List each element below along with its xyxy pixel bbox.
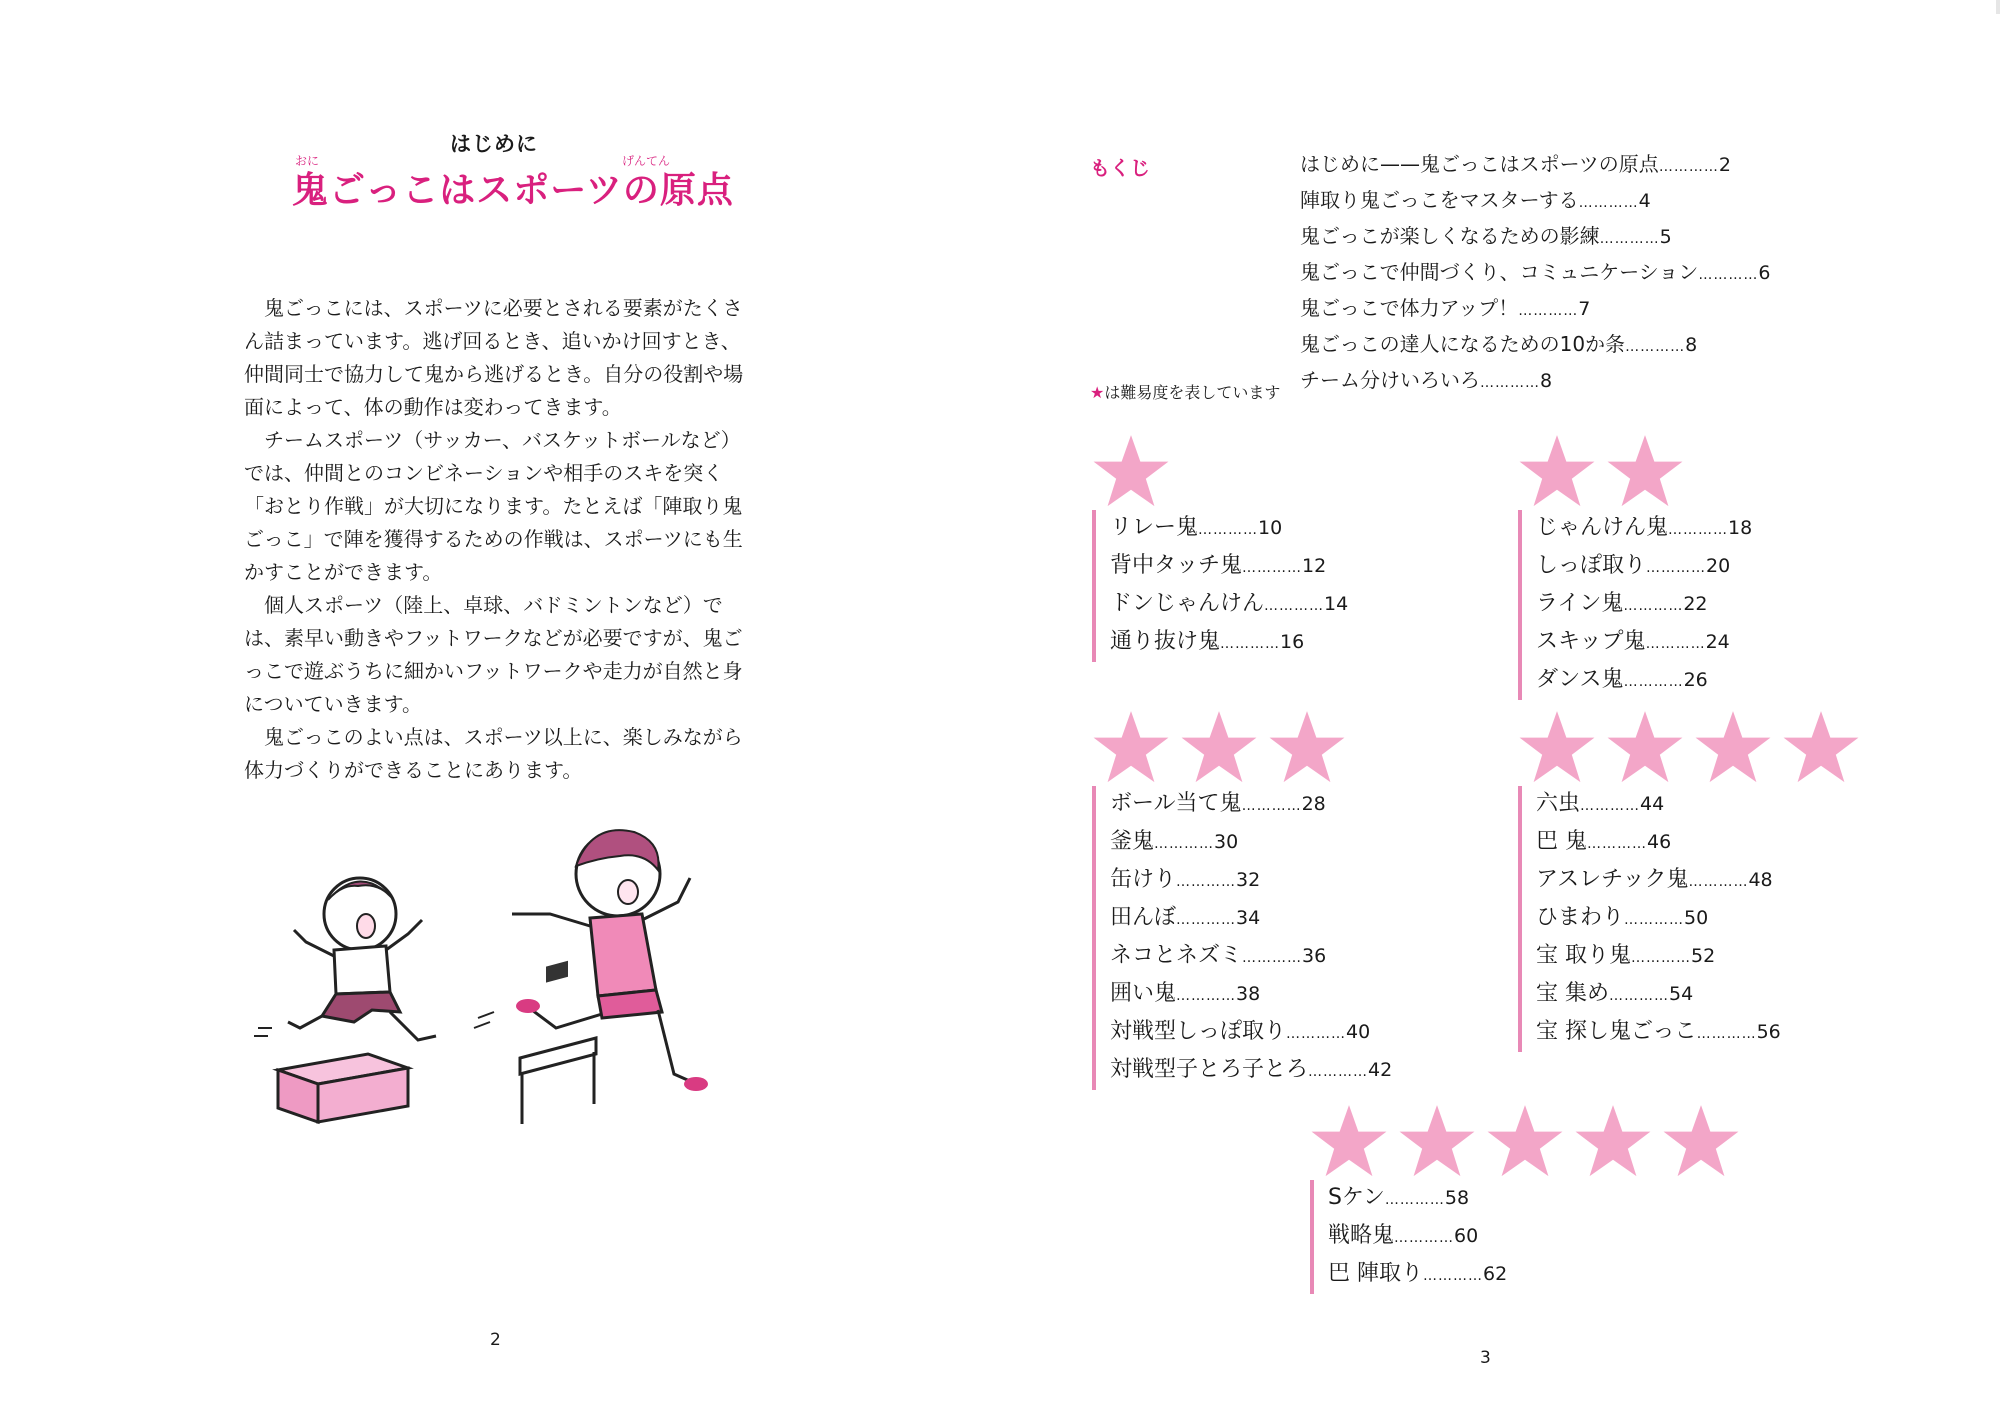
- game-title: ライン鬼: [1536, 591, 1624, 616]
- game-entry[interactable]: しっぽ取り…………20: [1536, 553, 1731, 578]
- difficulty-stars: [1092, 432, 1348, 510]
- game-page: 58: [1444, 1187, 1470, 1209]
- game-title: 宝 取り鬼: [1536, 943, 1631, 968]
- difficulty-stars: [1518, 708, 1860, 786]
- game-page: 22: [1683, 593, 1708, 615]
- difficulty-group-4: [1518, 708, 1860, 1052]
- game-page: 16: [1280, 631, 1305, 653]
- intro-body: [244, 292, 754, 787]
- game-entry[interactable]: 宝 取り鬼…………52: [1536, 943, 1716, 968]
- game-entry[interactable]: アスレチック鬼…………48: [1536, 867, 1773, 892]
- game-entry[interactable]: 対戦型子とろ子とろ…………42: [1110, 1057, 1393, 1082]
- toc-entry-title: 鬼ごっこで体力アップ！: [1300, 296, 1519, 320]
- game-title: 巴 鬼: [1536, 829, 1587, 854]
- game-entry[interactable]: 釜鬼…………30: [1110, 829, 1239, 854]
- game-page: 42: [1368, 1059, 1393, 1081]
- game-title: 対戦型しっぽ取り: [1110, 1019, 1287, 1044]
- game-entry[interactable]: リレー鬼…………10: [1110, 515, 1283, 540]
- star-icon: [1486, 1102, 1564, 1180]
- game-entry[interactable]: 缶けり…………32: [1110, 867, 1261, 892]
- toc-entry[interactable]: 鬼ごっこが楽しくなるための影練…………5: [1300, 224, 1672, 248]
- game-title: 囲い鬼: [1110, 981, 1177, 1006]
- paragraph: チームスポーツ（サッカー、バスケットボールなど）では、仲間とのコンビネーションや相手のスキを突く「おとり作戦」が大切になります。たとえば「陣取り鬼ごっこ」で陣を獲得するための作戦は、スポーツにも生かすことができます。: [244, 428, 743, 584]
- game-page: 24: [1705, 631, 1730, 653]
- star-icon: [1268, 708, 1346, 786]
- star-icon: [1092, 432, 1170, 510]
- difficulty-stars: [1092, 708, 1392, 786]
- toc-entry[interactable]: 陣取り鬼ごっこをマスターする…………4: [1300, 188, 1651, 212]
- game-entry[interactable]: 囲い鬼…………38: [1110, 981, 1261, 1006]
- toc-entry-title: チーム分けいろいろ: [1300, 368, 1480, 392]
- star-icon: [1398, 1102, 1476, 1180]
- game-page: 18: [1728, 517, 1753, 539]
- difficulty-group-1: [1092, 432, 1348, 662]
- star-icon: [1662, 1102, 1740, 1180]
- game-title: 背中タッチ鬼: [1110, 553, 1243, 578]
- paragraph: 鬼ごっこのよい点は、スポーツ以上に、楽しみながら体力づくりができることにあります。: [244, 725, 743, 782]
- game-entry[interactable]: ドンじゃんけん…………14: [1110, 591, 1349, 616]
- difficulty-group-2: [1518, 432, 1752, 700]
- game-entry[interactable]: 戦略鬼…………60: [1328, 1223, 1479, 1248]
- toc-entry-page: 5: [1659, 226, 1672, 248]
- difficulty-note: [1090, 380, 1280, 403]
- game-title: ひまわり: [1536, 905, 1625, 930]
- toc-entry[interactable]: 鬼ごっこで体力アップ！…………7: [1300, 296, 1591, 320]
- star-icon: [1518, 432, 1596, 510]
- paragraph: 鬼ごっこには、スポーツに必要とされる要素がたくさん詰まっています。逃げ回るとき、追いかけ回すとき、仲間同士で協力して鬼から逃げるとき。自分の役割や場面によって、体の動作は変わってきます。: [244, 296, 744, 419]
- game-title: アスレチック鬼: [1536, 867, 1689, 892]
- toc-entry-title: 陣取り鬼ごっこをマスターする: [1300, 188, 1579, 212]
- game-page: 14: [1324, 593, 1349, 615]
- star-icon: [1092, 708, 1170, 786]
- game-title: 戦略鬼: [1328, 1223, 1395, 1248]
- game-title: ボール当て鬼: [1110, 791, 1242, 816]
- game-entry[interactable]: ダンス鬼…………26: [1536, 667, 1708, 692]
- difficulty-group-5: [1310, 1102, 1740, 1294]
- running-children-illustration: [250, 822, 710, 1142]
- game-title: ネコとネズミ: [1110, 943, 1243, 968]
- game-entry[interactable]: スキップ鬼…………24: [1536, 629, 1730, 654]
- toc-entry-page: 7: [1578, 298, 1591, 320]
- star-icon: [1782, 708, 1860, 786]
- game-title: スキップ鬼: [1536, 629, 1646, 654]
- toc-heading: もくじ: [1090, 156, 1150, 180]
- game-page: 50: [1684, 907, 1709, 929]
- game-list: [1518, 510, 1752, 700]
- game-entry[interactable]: ライン鬼…………22: [1536, 591, 1708, 616]
- page-number-right: 3: [1480, 1348, 1491, 1368]
- toc-entry-page: 6: [1758, 262, 1771, 284]
- game-entry[interactable]: 田んぼ…………34: [1110, 905, 1261, 930]
- star-icon: [1518, 708, 1596, 786]
- game-page: 62: [1483, 1263, 1508, 1285]
- game-title: ドンじゃんけん: [1110, 591, 1265, 616]
- game-title: Sケン: [1328, 1185, 1385, 1210]
- game-list: [1092, 510, 1348, 662]
- page-edge: [1996, 0, 2000, 14]
- game-list: [1092, 786, 1392, 1090]
- game-title: 缶けり: [1110, 867, 1177, 892]
- title-ruby-genten: げんてん: [622, 154, 671, 168]
- toc-entry-page: 2: [1718, 154, 1731, 176]
- game-entry[interactable]: ボール当て鬼…………28: [1110, 791, 1326, 816]
- game-page: 36: [1302, 945, 1327, 967]
- difficulty-stars: [1518, 432, 1752, 510]
- game-page: 56: [1756, 1021, 1781, 1043]
- toc-entry[interactable]: 鬼ごっこで仲間づくり、コミュニケーション…………6: [1300, 260, 1771, 284]
- toc-entry-page: 8: [1685, 334, 1698, 356]
- game-page: 32: [1236, 869, 1261, 891]
- game-page: 44: [1640, 793, 1665, 815]
- game-list: [1310, 1180, 1740, 1294]
- toc-list: [1300, 148, 1771, 400]
- toc-entry[interactable]: 鬼ごっこの達人になるための10か条…………8: [1300, 332, 1698, 356]
- game-entry[interactable]: 宝 探し鬼ごっこ…………56: [1536, 1019, 1781, 1044]
- difficulty-note-text: は難易度を表しています: [1104, 383, 1281, 402]
- right-page: [1000, 0, 2000, 1408]
- toc-entry-title: はじめに——鬼ごっこはスポーツの原点: [1300, 152, 1659, 176]
- game-title: 対戦型子とろ子とろ: [1110, 1057, 1309, 1082]
- game-page: 38: [1236, 983, 1261, 1005]
- game-entry[interactable]: 対戦型しっぽ取り…………40: [1110, 1019, 1371, 1044]
- star-icon: [1606, 708, 1684, 786]
- game-page: 26: [1683, 669, 1708, 691]
- page-title: 鬼ごっこはスポーツの原点: [292, 170, 734, 211]
- game-title: 宝 集め: [1536, 981, 1609, 1006]
- game-title: じゃんけん鬼: [1536, 515, 1669, 540]
- game-entry[interactable]: ひまわり…………50: [1536, 905, 1709, 930]
- game-entry[interactable]: じゃんけん鬼…………18: [1536, 515, 1753, 540]
- game-page: 60: [1454, 1225, 1479, 1247]
- game-title: しっぽ取り: [1536, 553, 1647, 578]
- star-icon: [1694, 708, 1772, 786]
- game-title: 宝 探し鬼ごっこ: [1536, 1019, 1697, 1044]
- star-icon: [1180, 708, 1258, 786]
- toc-entry[interactable]: はじめに——鬼ごっこはスポーツの原点…………2: [1300, 152, 1731, 176]
- game-page: 12: [1302, 555, 1327, 577]
- toc-entry-page: 4: [1638, 190, 1651, 212]
- game-title: ダンス鬼: [1536, 667, 1624, 692]
- game-title: 六虫: [1536, 791, 1581, 816]
- toc-entry-page: 8: [1540, 370, 1553, 392]
- game-title: 釜鬼: [1110, 829, 1155, 854]
- toc-entry-title: 鬼ごっこが楽しくなるための影練: [1300, 224, 1600, 248]
- toc-entry-title: 鬼ごっこの達人になるための10か条: [1300, 332, 1626, 356]
- star-icon: [1606, 432, 1684, 510]
- game-entry[interactable]: 六虫…………44: [1536, 791, 1665, 816]
- game-entry[interactable]: 背中タッチ鬼…………12: [1110, 553, 1327, 578]
- toc-entry-title: 鬼ごっこで仲間づくり、コミュニケーション: [1300, 260, 1699, 284]
- star-icon: [1310, 1102, 1388, 1180]
- game-page: 20: [1706, 555, 1731, 577]
- star-icon: ★: [1090, 383, 1105, 402]
- game-title: 通り抜け鬼: [1110, 629, 1221, 654]
- difficulty-stars: [1310, 1102, 1740, 1180]
- game-page: 30: [1214, 831, 1239, 853]
- toc-entry[interactable]: チーム分けいろいろ…………8: [1300, 368, 1553, 392]
- game-title: 巴 陣取り: [1328, 1261, 1423, 1286]
- title-ruby-oni: おに: [295, 154, 320, 168]
- game-page: 52: [1691, 945, 1716, 967]
- game-page: 48: [1748, 869, 1773, 891]
- game-page: 10: [1258, 517, 1283, 539]
- game-page: 46: [1647, 831, 1672, 853]
- paragraph: 個人スポーツ（陸上、卓球、バドミントンなど）では、素早い動きやフットワークなどが必要ですが、鬼ごっこで遊ぶうちに細かいフットワークや走力が自然と身についていきます。: [244, 593, 743, 716]
- game-list: [1518, 786, 1860, 1052]
- game-title: リレー鬼: [1110, 515, 1199, 540]
- game-entry[interactable]: Sケン…………58: [1328, 1185, 1470, 1210]
- game-page: 40: [1346, 1021, 1371, 1043]
- game-entry[interactable]: 巴 陣取り…………62: [1328, 1261, 1508, 1286]
- star-icon: [1574, 1102, 1652, 1180]
- game-page: 54: [1669, 983, 1694, 1005]
- difficulty-group-3: [1092, 708, 1392, 1090]
- game-title: 田んぼ: [1110, 905, 1177, 930]
- game-page: 34: [1236, 907, 1261, 929]
- game-entry[interactable]: 通り抜け鬼…………16: [1110, 629, 1305, 654]
- game-entry[interactable]: 巴 鬼…………46: [1536, 829, 1672, 854]
- game-page: 28: [1301, 793, 1326, 815]
- page-number-left: 2: [490, 1330, 501, 1350]
- game-entry[interactable]: ネコとネズミ…………36: [1110, 943, 1327, 968]
- game-entry[interactable]: 宝 集め…………54: [1536, 981, 1694, 1006]
- intro-label: はじめに: [450, 132, 538, 156]
